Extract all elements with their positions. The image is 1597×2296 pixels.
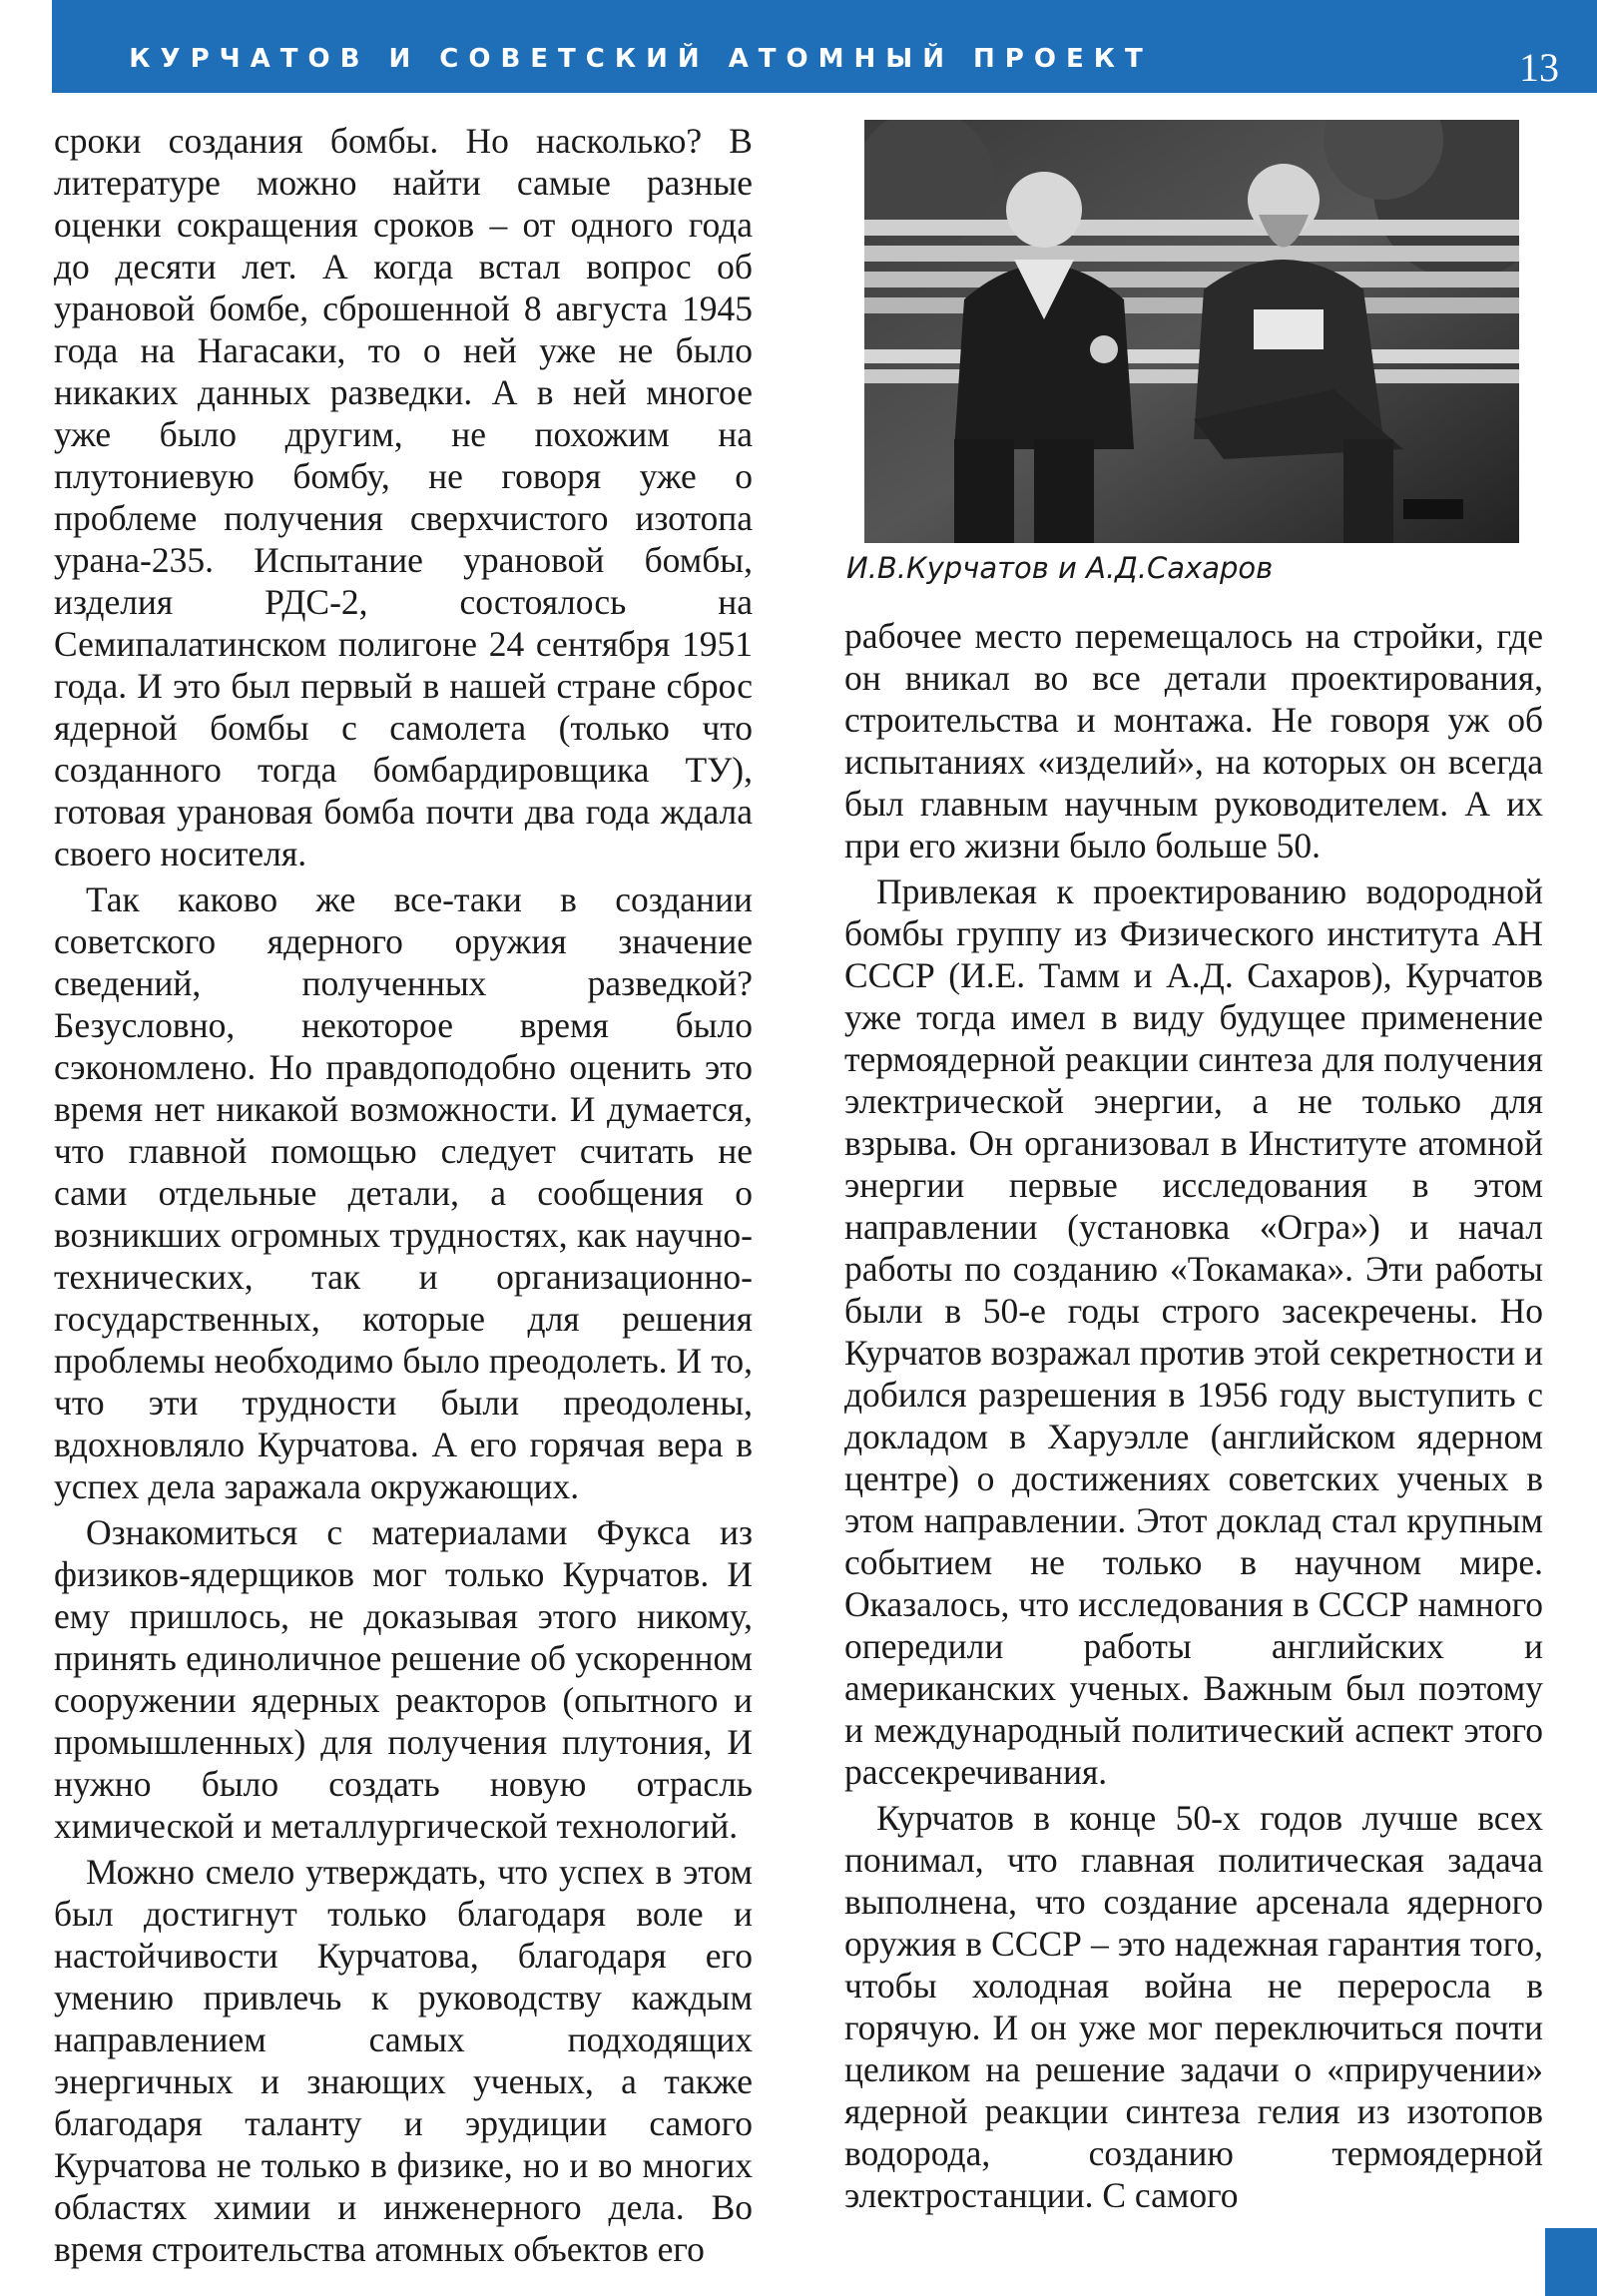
photo-kurchatov-sakharov <box>864 120 1519 543</box>
photo-illustration <box>864 120 1519 543</box>
page-number: 13 <box>1519 45 1559 90</box>
paragraph: Курчатов в конце 50-х годов лучше всех понимал, что главная политическая задача выполнена, что создание арсенала ядерного оружия в СССР – это надежная гарантия того, чтобы холодная война не переросла в горячую. И он уже мог переключиться почти целиком на решение задачи о «приручении» ядерной реакции синтеза гелия из изотопов водорода, созданию термоядерной электростанции. С самого <box>844 1798 1543 2215</box>
page-header <box>52 0 1597 93</box>
left-column <box>54 120 753 2270</box>
running-title: КУРЧАТОВ И СОВЕТСКИЙ АТОМНЫЙ ПРОЕКТ <box>129 44 1153 74</box>
photo-caption: И.В.Курчатов и А.Д.Сахаров <box>846 551 1274 585</box>
paragraph: сроки создания бомбы. Но насколько? В литературе можно найти самые разные оценки сокращения сроков – от одного года до десяти лет. А когда встал вопрос об урановой бомбе, сброшенной 8 августа 1945 года на Нагасаки, то о ней уже не было никаких данных разведки. А в ней многое уже было другим, не похожим на плутониевую бомбу, не говоря уже о проблеме получения сверхчистого изотопа урана-235. Испытание урановой бомбы, изделия РДС-2, состоялось на Семипалатинском полигоне 24 сентября 1951 года. И это был первый в нашей стране сброс ядерной бомбы с самолета (только что созданного тогда бомбардировщика ТУ), готовая урановая бомба почти два года ждала своего носителя. <box>54 121 753 873</box>
right-column <box>844 615 1543 2216</box>
paragraph: Привлекая к проектированию водородной бомбы группу из Физического института АН СССР (И.Е. Тамм и А.Д. Сахаров), Курчатов уже тогда имел в виду будущее применение термоядерной реакции синтеза для получения электрической энергии, а не только для взрыва. Он организовал в Институте атомной энергии первые исследования в этом направлении (установка «Огра») и начал работы по созданию «Токамака». Эти работы были в 50-е годы строго засекречены. Но Курчатов возражал против этой секретности и добился разрешения в 1956 году выступить с докладом в Харуэлле (английском ядерном центре) о достижениях советских ученых в этом направлении. Этот доклад стал крупным событием не только в научном мире. Оказалось, что исследования в СССР намного опередили работы английских и американских ученых. Важным был поэтому и международный политический аспект этого рассекречивания. <box>844 871 1543 1792</box>
paragraph: рабочее место перемещалось на стройки, где он вникал во все детали проектирования, строительства и монтажа. Не говоря уж об испытаниях «изделий», на которых он всегда был главным научным руководителем. А их при его жизни было больше 50. <box>844 616 1543 865</box>
corner-decoration <box>1545 2228 1597 2296</box>
paragraph: Ознакомиться с материалами Фукса из физиков-ядерщиков мог только Курчатов. И ему пришлось, не доказывая этого никому, принять единоличное решение об ускоренном сооружении ядерных реакторов (опытного и промышленных) для получения плутония, И нужно было создать новую отрасль химической и металлургической технологий. <box>54 1512 753 1846</box>
paragraph: Можно смело утверждать, что успех в этом был достигнут только благодаря воле и настойчивости Курчатова, благодаря его умению привлечь к руководству каждым направлением самых подходящих энергичных и знающих ученых, а также благодаря таланту и эрудиции самого Курчатова не только в физике, но и во многих областях химии и инженерного дела. Во время строительства атомных объектов его <box>54 1852 753 2269</box>
paragraph: Так каково же все-таки в создании советского ядерного оружия значение сведений, полученных разведкой? Безусловно, некоторое время было сэкономлено. Но правдоподобно оценить это время нет никакой возможности. И думается, что главной помощью следует считать не сами отдельные детали, а сообщения о возникших огромных трудностях, как научно-технических, так и организационно-государственных, которые для решения проблемы необходимо было преодолеть. И то, что эти трудности были преодолены, вдохновляло Курчатова. А его горячая вера в успех дела заражала окружающих. <box>54 879 753 1506</box>
